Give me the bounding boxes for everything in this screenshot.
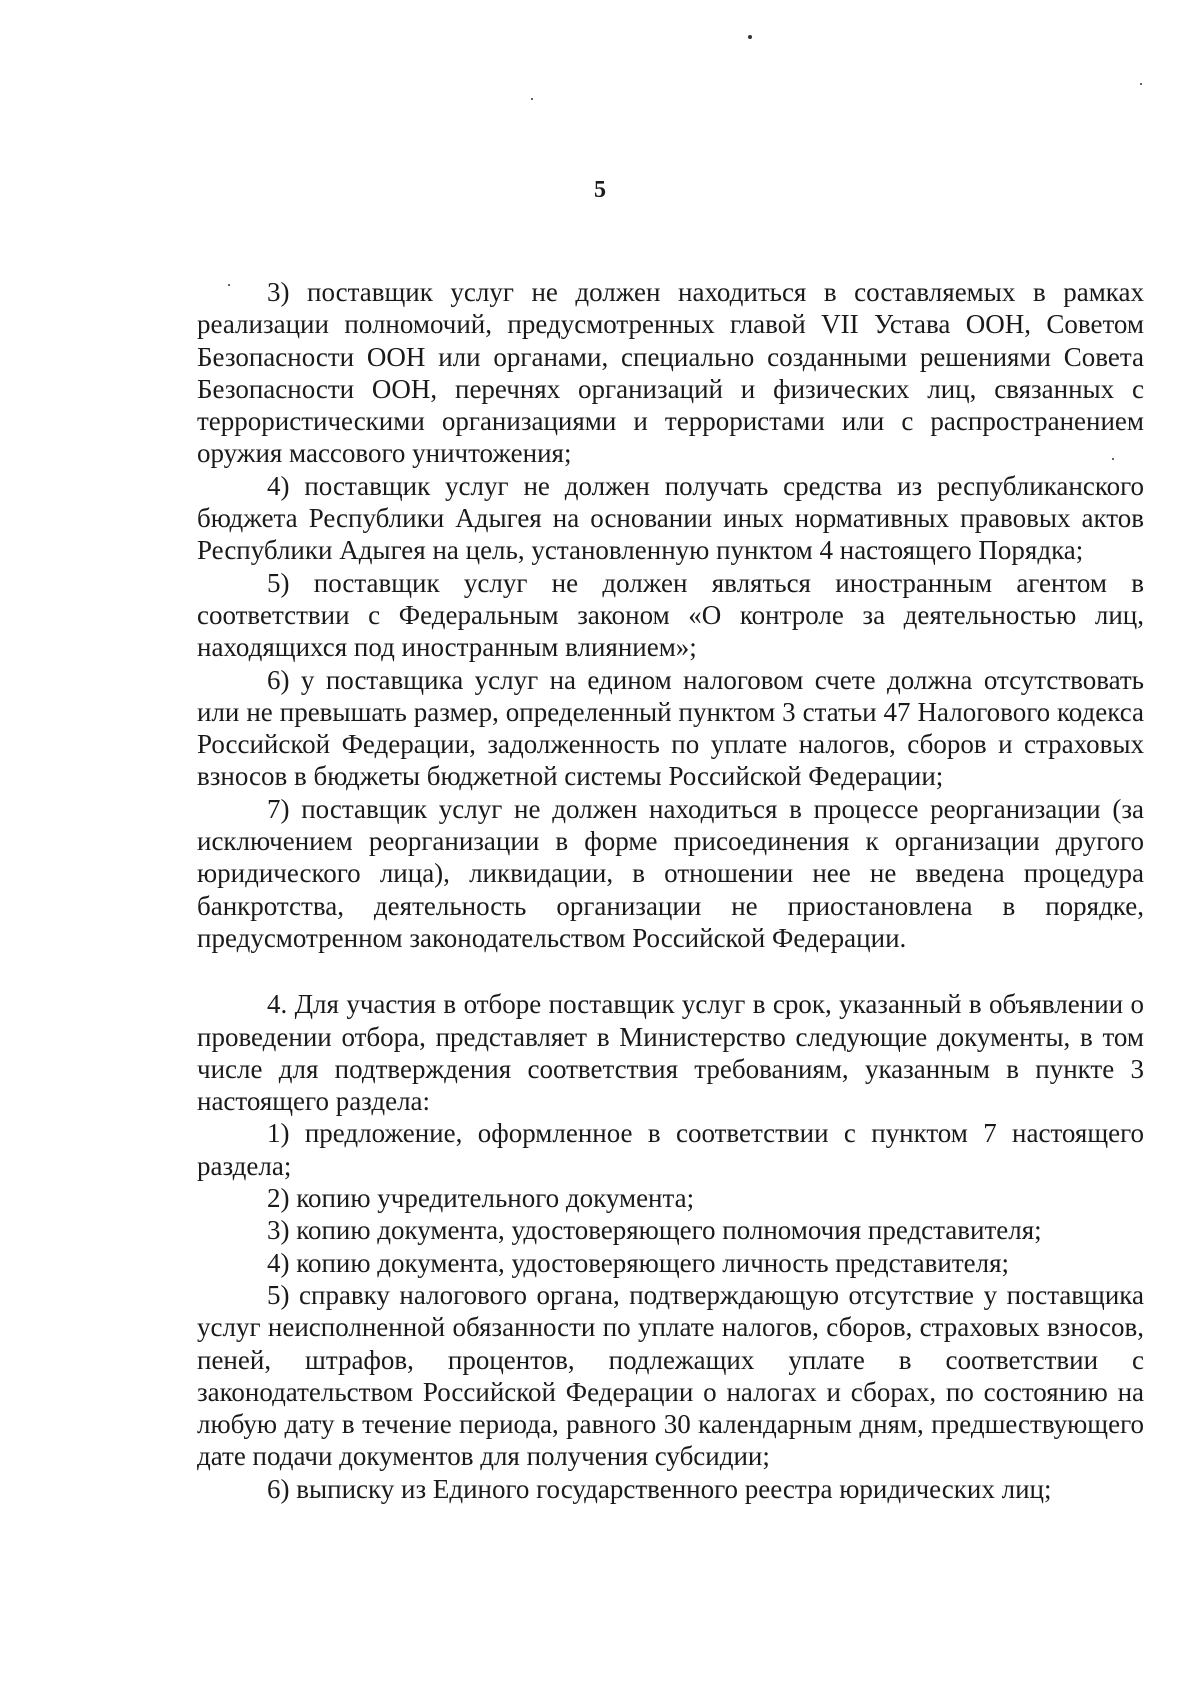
scan-speck: [531, 98, 533, 100]
paragraph-4-1: 1) предложение, оформленное в соответствии с пунктом 7 настоящего раздела;: [197, 1118, 1144, 1181]
document-body: [197, 276, 1144, 1505]
paragraph-4-2: 2) копию учредительного документа;: [267, 1183, 695, 1214]
paragraph-4-4: 4) копию документа, удостоверяющего личность представителя;: [267, 1247, 1010, 1278]
paragraph-gap: [197, 954, 1144, 988]
paragraph-3-5: 5) поставщик услуг не должен являться иностранным агентом в соответствии с Федеральным законом «О контроле за деятельностью лиц, находящихся под иностранным влиянием»;: [197, 567, 1144, 663]
paragraph-3-3: 3) поставщик услуг не должен находиться в составляемых в рамках реализации полномочий, предусмотренных главой VII Устава ООН, Советом Безопасности ООН или органами, специально созданными решениями Совета Безопасности ООН, перечнях организаций и физических лиц, связанных с террористическими организациями и террористами или с распространением оружия массового уничтожения;: [197, 277, 1144, 469]
paragraph-3-4: 4) поставщик услуг не должен получать средства из республиканского бюджета Республики Адыгея на основании иных нормативных правовых актов Республики Адыгея на цель, установленную пунктом 4 настоящего Порядка;: [197, 470, 1144, 566]
paragraph-3-7: 7) поставщик услуг не должен находиться в процессе реорганизации (за исключением реорганизации в форме присоединения к организации другого юридического лица), ликвидации, в отношении нее не введена процедура банкротства, деятельность организации не приостановлена в порядке, предусмотренном законодательством Российской Федерации.: [197, 793, 1144, 953]
scan-speck: [1140, 83, 1142, 85]
paragraph-4: 4. Для участия в отборе поставщик услуг в срок, указанный в объявлении о проведении отбора, представляет в Министерство следующие документы, в том числе для подтверждения соответствия требованиям, указанным в пункте 3 настоящего раздела:: [197, 989, 1144, 1117]
paragraph-4-6: 6) выписку из Единого государственного реестра юридических лиц;: [267, 1473, 1052, 1504]
page-number: 5: [594, 177, 606, 203]
paragraph-4-5: 5) справку налогового органа, подтверждающую отсутствие у поставщика услуг неисполненной обязанности по уплате налогов, сборов, страховых взносов, пеней, штрафов, процентов, подлежащих уплате в соответствии с законодательством Российской Федерации о налогах и сборах, по состоянию на любую дату в течение периода, равного 30 календарным дням, предшествующего дате подачи документов для получения субсидии;: [197, 1279, 1144, 1472]
paragraph-3-6: 6) у поставщика услуг на едином налоговом счете должна отсутствовать или не превышать размер, определенный пунктом 3 статьи 47 Налогового кодекса Российской Федерации, задолженность по уплате налогов, сборов и страховых взносов в бюджеты бюджетной системы Российской Федерации;: [197, 664, 1144, 792]
paragraph-4-3: 3) копию документа, удостоверяющего полномочия представителя;: [267, 1215, 1042, 1246]
scan-speck: [748, 35, 752, 39]
